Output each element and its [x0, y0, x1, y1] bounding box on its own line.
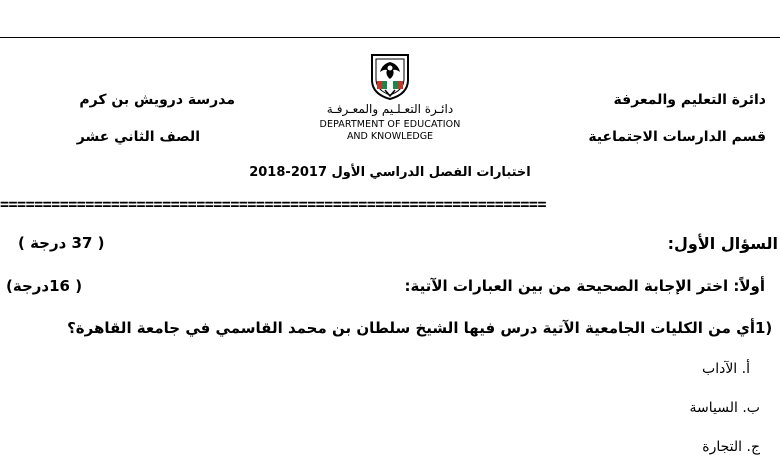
- logo-arabic-text: دائـرة التعـلـيم والمعـرفـة: [326, 102, 454, 116]
- option-c[interactable]: [600, 439, 760, 455]
- option-text: السياسة: [689, 400, 738, 416]
- section-name: قسم الدارسات الاجتماعية: [588, 129, 766, 145]
- question-title: السؤال الأول:: [667, 234, 778, 253]
- top-border-line: [0, 37, 780, 38]
- option-text: الآداب: [702, 361, 738, 377]
- logo-english-line-2: AND KNOWLEDGE: [346, 131, 434, 142]
- department-name: دائرة التعليم والمعرفة: [613, 92, 766, 108]
- separator-line: ================================================================: [0, 199, 546, 213]
- option-label: ب.: [742, 400, 760, 416]
- logo-english-line-1: DEPARTMENT OF EDUCATION: [319, 119, 461, 130]
- option-text: التجارة: [702, 439, 743, 455]
- falcon-emblem-icon: [369, 52, 411, 100]
- exam-title: اختبارات الفصل الدراسي الأول 2017-2018: [249, 165, 531, 180]
- option-b[interactable]: [600, 400, 760, 416]
- question-marks: ( 37 درجة ): [18, 234, 105, 252]
- part-marks: ( 16درجة): [6, 277, 83, 295]
- option-label: أ.: [741, 361, 750, 377]
- grade-label: الصف الثاني عشر: [76, 129, 200, 145]
- item-question-text: أي من الكليات الجامعية الآتية درس فيها الشيخ سلطان بن محمد القاسمي في جامعة القاهرة؟: [67, 319, 755, 337]
- option-a[interactable]: [600, 361, 750, 377]
- part-instruction: أولاً: اختر الإجابة الصحيحة من بين العبارات الآتية:: [404, 277, 765, 295]
- school-name: مدرسة درويش بن كرم: [79, 92, 235, 108]
- option-label: ج.: [746, 439, 760, 455]
- item-number: 1): [755, 319, 773, 337]
